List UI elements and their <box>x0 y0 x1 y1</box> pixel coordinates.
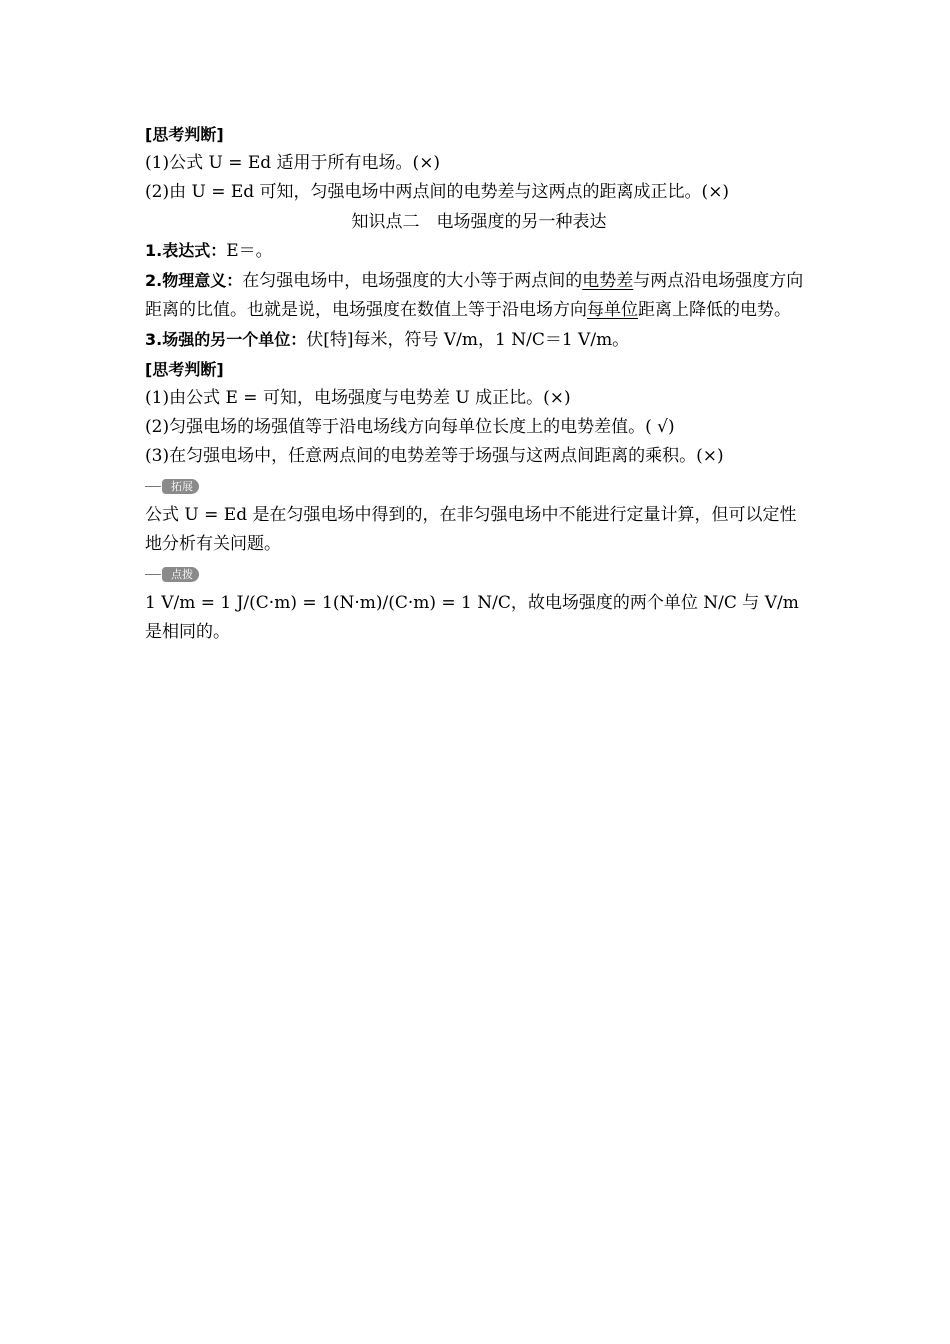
expand-tag-badge: 拓展 <box>162 479 199 494</box>
knowledge-item-3 <box>145 325 813 355</box>
document-page <box>145 120 813 647</box>
tip-text: 1 V/m = 1 J/(C·m) = 1(N·m)/(C·m) = 1 N/C，故电场强度的两个单位 N/C 与 V/m 是相同的。 <box>145 593 799 642</box>
knowledge-item-2-text-c: 距离上降低的电势。 <box>638 300 791 320</box>
think-judge-item-2-2: (2)匀强电场的场强值等于沿电场线方向每单位长度上的电势差值。( √) <box>145 417 675 437</box>
tip-tag-badge: 点拨 <box>162 567 199 582</box>
think-judge-item-2-3: (3)在匀强电场中，任意两点间的电势差等于场强与这两点间距离的乘积。(×) <box>145 446 724 466</box>
expand-text: 公式 U = Ed 是在匀强电场中得到的，在非匀强电场中不能进行定量计算，但可以定性地分析有关问题。 <box>145 505 797 554</box>
think-judge-title-2: [思考判断] <box>145 360 224 379</box>
knowledge-item-2-text-a: 在匀强电场中，电场强度的大小等于两点间的 <box>242 271 583 291</box>
knowledge-item-2 <box>145 266 813 325</box>
knowledge-item-3-text: 伏[特]每米，符号 V/m，1 N/C＝1 V/m。 <box>306 330 630 350</box>
section-heading: 知识点二 电场强度的另一种表达 <box>351 212 607 231</box>
knowledge-item-1-text: E＝。 <box>226 241 273 261</box>
knowledge-item-1-label: 1.表达式： <box>145 241 227 260</box>
knowledge-item-3-label: 3.场强的另一个单位： <box>145 330 307 349</box>
tip-tag-row <box>145 562 813 586</box>
think-judge-item-1-1: (1)公式 U = Ed 适用于所有电场。(×) <box>145 153 441 173</box>
think-judge-title-1: [思考判断] <box>145 125 224 144</box>
knowledge-item-2-label: 2.物理意义： <box>145 271 243 290</box>
knowledge-item-1 <box>145 236 813 266</box>
expand-tag-row <box>145 474 813 498</box>
think-judge-item-1-2: (2)由 U = Ed 可知，匀强电场中两点间的电势差与这两点的距离成正比。(×) <box>145 182 730 202</box>
think-judge-item-2-1: (1)由公式 E = 可知，电场强度与电势差 U 成正比。(×) <box>145 388 571 408</box>
underlined-term-per-unit: 每单位 <box>587 300 638 320</box>
tag-dash-decoration <box>145 486 161 487</box>
knowledge-item-2-text-b: 与两点沿电场强度方向距离的比值。也就是说，电场强度在数值上等于沿电场方向 <box>145 271 804 320</box>
underlined-term-potential-difference: 电势差 <box>582 271 634 291</box>
tag-dash-decoration <box>145 574 161 575</box>
